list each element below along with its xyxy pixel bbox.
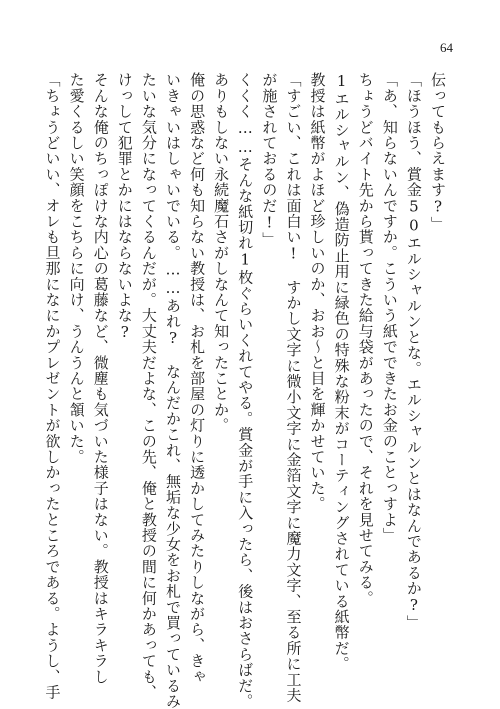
text-line: 1エルシャルン、偽造防止用に緑色の特殊な粉末がコーティングされている紙幣だ。: [332, 72, 351, 672]
text-line: たいな気分になってくるんだが。大丈夫だよな、この先、俺と教授の間に何かあっても、: [139, 72, 158, 700]
text-line: が施されておるのだ!」: [260, 72, 279, 248]
text-line: ちょうどバイト先から貰ってきた給与袋があったので、それを見せてみる。: [356, 72, 375, 606]
text-line: た愛くるしい笑顔をこちらに向け、うんうんと頷いた。: [67, 72, 86, 465]
text-line: 「ほうほう、賞金50エルシャルンとな。エルシャルンとはなんであるか?」: [404, 72, 423, 631]
text-line: くくく……そんな紙切れ1枚ぐらいくれてやる。賞金が手に入ったら、後はおさらばだ。: [236, 72, 255, 709]
page-number: 64: [440, 40, 453, 55]
text-line: ありもしない永続魔石さがしなんて知ったことか。: [212, 72, 231, 434]
text-line: 伝ってもらえます?」: [429, 72, 447, 232]
text-line: いきゃいはしゃいでいる。……あれ? なんだかこれ、無垢な少女をお札で買っているみ: [163, 72, 182, 709]
text-line: 教授は紙幣がよほど珍しいのか、おお〜と目を輝かせていた。: [308, 72, 327, 512]
text-line: 「すごい、これは面白い! すかし文字に微小文字に金箔文字に魔力文字、至る所に工夫: [284, 72, 303, 703]
text-line: 俺の思惑など何も知らない教授は、お札を部屋の灯りに透かしてみたりしながら、きゃ: [188, 72, 207, 685]
text-line: けっして犯罪とかにはならないよな?: [115, 72, 134, 342]
text-line: 「ちょうどいい、オレも旦那になにかプレゼントが欲しかったところである。ようし、手: [43, 72, 62, 700]
text-line: そんな俺のちっぽけな内心の葛藤など、微塵も気づいた様子はない。教授はキラキラし: [91, 72, 110, 685]
text-line: 「あ、知らないんですか。こういう紙でできたお金のことっすよ」: [380, 72, 399, 543]
novel-text-block: [43, 72, 450, 709]
